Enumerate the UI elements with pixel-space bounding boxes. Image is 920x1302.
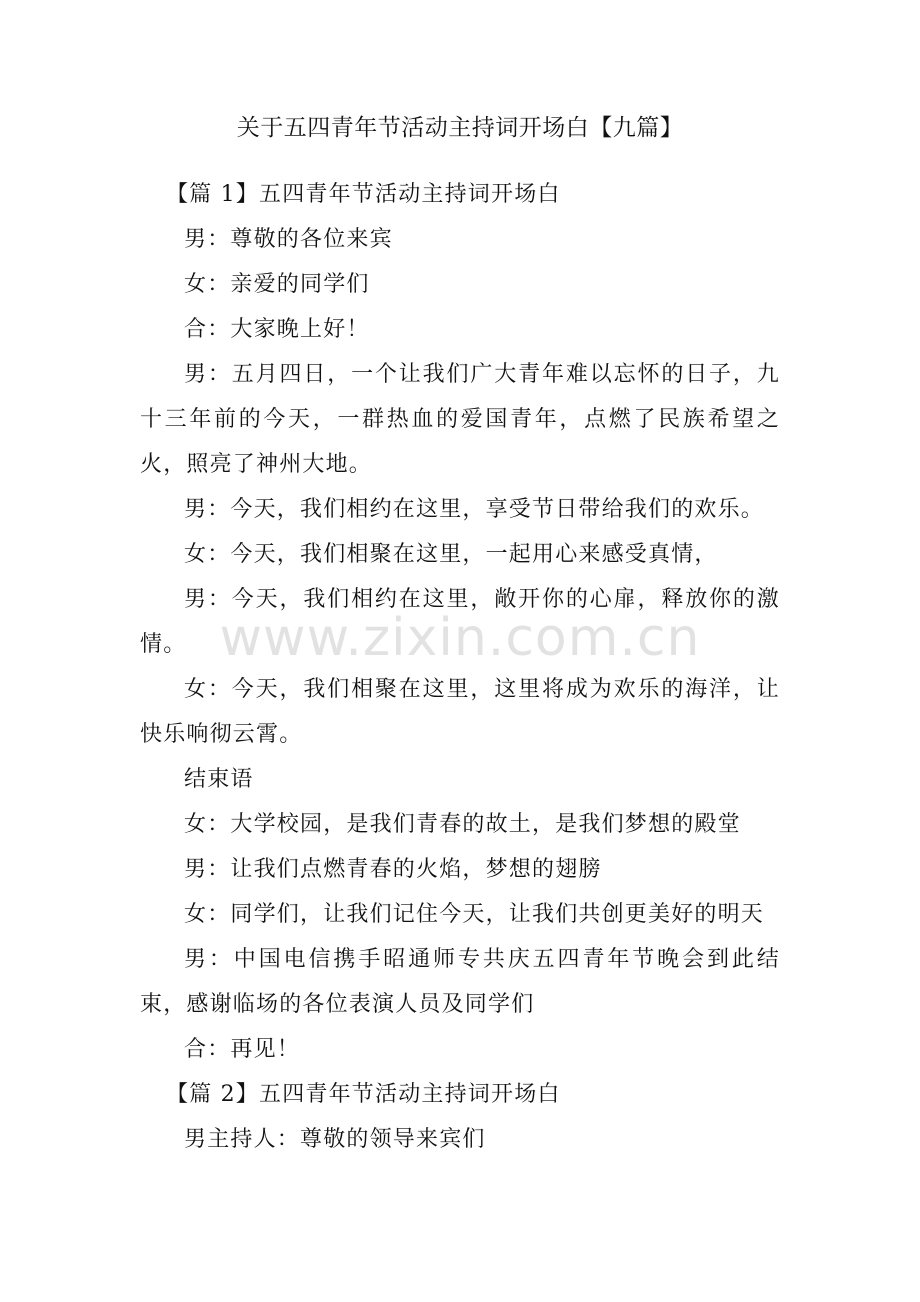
dialogue-line: 男：中国电信携手昭通师专共庆五四青年节晚会到此结束，感谢临场的各位表演人员及同学们 <box>140 947 780 1017</box>
dialogue-line: 女：大学校园，是我们青春的故土，是我们梦想的殿堂 <box>184 812 741 837</box>
dialogue-line: 男：尊敬的各位来宾 <box>184 227 393 252</box>
dialogue-line: 合：再见！ <box>184 1037 301 1062</box>
dialogue-line: 男：今天，我们相约在这里，敞开你的心扉，释放你的激情。 <box>140 587 780 657</box>
dialogue-line: 女：今天，我们相聚在这里，一起用心来感受真情， <box>184 542 718 567</box>
watermark-text: www.zixin.com.cn <box>219 608 701 668</box>
dialogue-line: 女：亲爱的同学们 <box>184 272 370 297</box>
section-heading: 【篇 2】五四青年节活动主持词开场白 <box>166 1082 561 1107</box>
closing-heading: 结束语 <box>184 767 254 792</box>
dialogue-line: 男主持人：尊敬的领导来宾们 <box>184 1127 486 1152</box>
dialogue-line: 合：大家晚上好！ <box>184 317 370 342</box>
dialogue-line: 男：五月四日，一个让我们广大青年难以忘怀的日子，九十三年前的今天，一群热血的爱国青年，点燃了民族希望之火，照亮了神州大地。 <box>140 362 780 477</box>
dialogue-line: 男：今天，我们相约在这里，享受节日带给我们的欢乐。 <box>184 497 765 522</box>
section-heading: 【篇 1】五四青年节活动主持词开场白 <box>166 182 561 207</box>
document-body <box>140 172 780 1162</box>
dialogue-line: 女：同学们，让我们记住今天，让我们共创更美好的明天 <box>184 902 765 927</box>
document-title: 关于五四青年节活动主持词开场白【九篇】 <box>236 115 684 141</box>
dialogue-line: 女：今天，我们相聚在这里，这里将成为欢乐的海洋，让快乐响彻云霄。 <box>140 677 780 747</box>
dialogue-line: 男：让我们点燃青春的火焰，梦想的翅膀 <box>184 857 602 882</box>
